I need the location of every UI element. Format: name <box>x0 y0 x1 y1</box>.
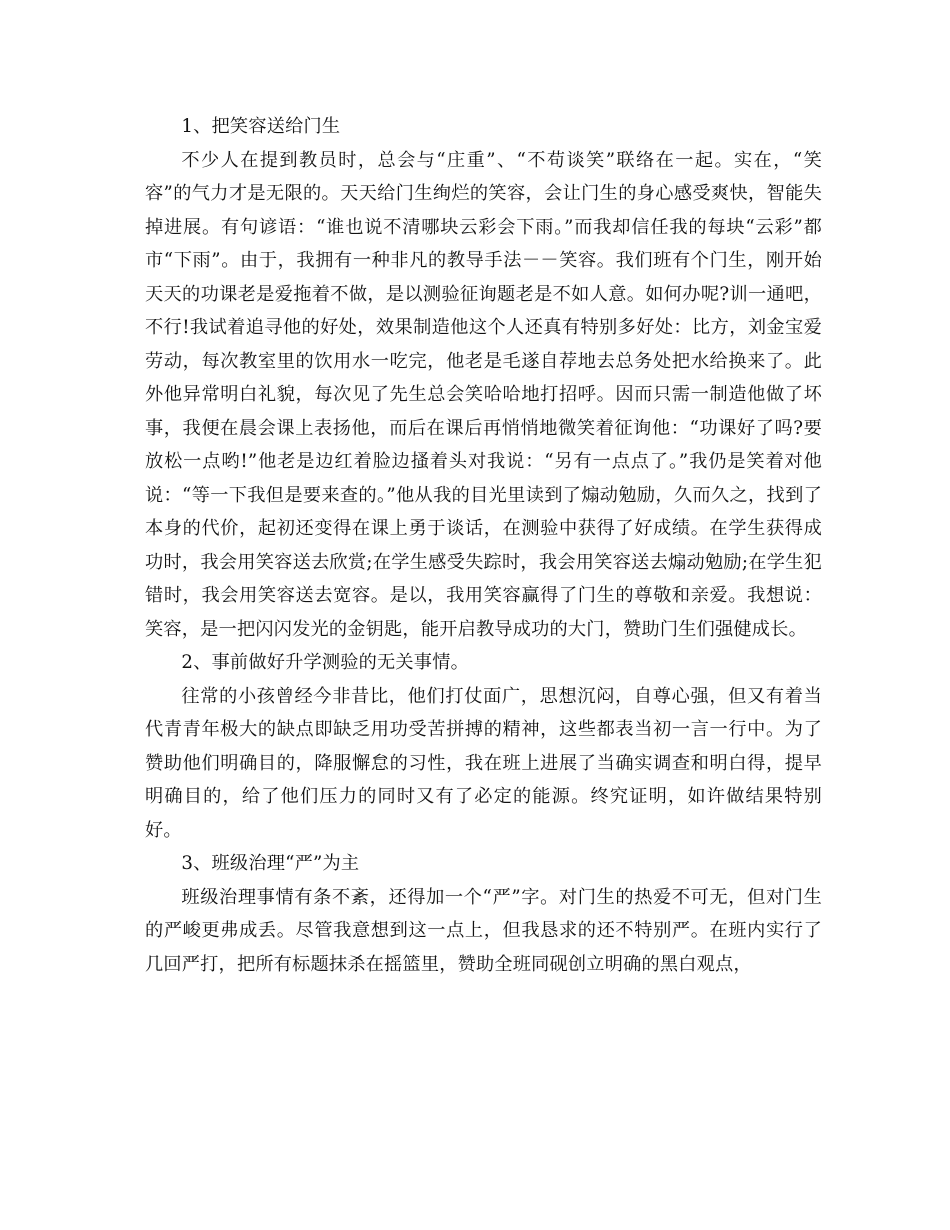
paragraph-2: 往常的小孩曾经今非昔比，他们打仗面广，思想沉闷，自尊心强，但又有着当代青青年极大的缺点即缺乏用功受苦拼搏的精神，这些都表当初一言一行中。为了赞助他们明确目的，降服懈怠的习性，我在班上进展了当确实调查和明白得，提早明确目的，给了他们压力的同时又有了必定的能源。终究证明，如许做结果特别好。 <box>145 685 822 841</box>
paragraph-3: 班级治理事情有条不紊，还得加一个“严”字。对门生的热爱不可无，但对门生的严峻更弗成丢。尽管我意想到这一点上，但我恳求的还不特别严。在班内实行了几回严打，把所有标题抹杀在摇篮里，赞助全班同砚创立明确的黑白观点， <box>145 886 822 975</box>
section-heading-2: 2、事前做好升学测验的无关事情。 <box>181 652 469 673</box>
paragraph-1: 不少人在提到教员时，总会与“庄重”、“不苟谈笑”联络在一起。实在，“笑容”的气力才是无限的。天天给门生绚烂的笑容，会让门生的身心感受爽快，智能失掉进展。有句谚语：“谁也说不清哪块云彩会下雨。”而我却信任我的每块“云彩”都市“下雨”。由于，我拥有一种非凡的教导手法－－笑容。我们班有个门生，刚开始天天的功课老是爱拖着不做，是以测验征询题老是不如人意。如何办呢?训一通吧，不行!我试着追寻他的好处，效果制造他这个人还真有特别多好处：比方，刘金宝爱劳动，每次教室里的饮用水一吃完，他老是毛遂自荐地去总务处把水给换来了。此外他异常明白礼貌，每次见了先生总会笑哈哈地打招呼。因而只需一制造他做了坏事，我便在晨会课上表扬他，而后在课后再悄悄地微笑着征询他：“功课好了吗?要放松一点哟!”他老是边红着脸边搔着头对我说：“另有一点点了。”我仍是笑着对他说：“等一下我但是要来查的。”他从我的目光里读到了煽动勉励，久而久之，找到了本身的代价，起初还变得在课上勇于谈话，在测验中获得了好成绩。在学生获得成功时，我会用笑容送去欣赏;在学生感受失踪时，我会用笑容送去煽动勉励;在学生犯错时，我会用笑容送去宽容。是以，我用笑容赢得了门生的尊敬和亲爱。我想说：笑容，是一把闪闪发光的金钥匙，能开启教导成功的大门，赞助门生们强健成长。 <box>145 149 822 640</box>
section-heading-3: 3、班级治理“严”为主 <box>181 853 360 874</box>
section-heading-1: 1、把笑容送给门生 <box>181 116 341 137</box>
